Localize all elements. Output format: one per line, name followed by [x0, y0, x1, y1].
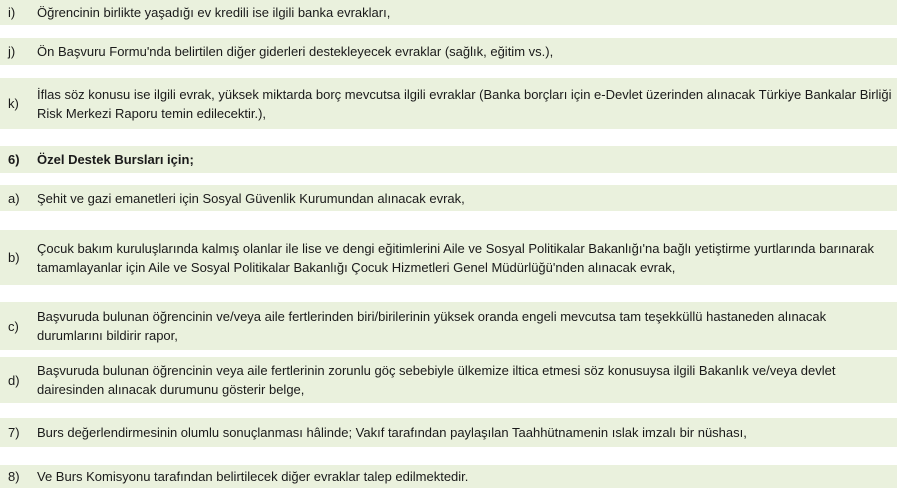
item-text: Başvuruda bulunan öğrencinin ve/veya aile fertlerinden biri/birilerinin yüksek oranda engeli mevcutsa tam teşekküllü hastaneden alınacak durumlarını bildirir rapor, — [37, 309, 827, 343]
item-text: Ön Başvuru Formu'nda belirtilen diğer giderleri destekleyecek evraklar (sağlık, eğitim vs.), — [37, 44, 554, 59]
list-item-d — [0, 357, 897, 403]
item-number: a) — [8, 190, 20, 206]
item-number: k) — [8, 96, 19, 111]
list-item-j — [0, 38, 897, 65]
item-number: 8) — [8, 469, 20, 484]
list-item-8 — [0, 465, 897, 488]
item-text: Ve Burs Komisyonu tarafından belirtilecek diğer evraklar talep edilmektedir. — [37, 469, 469, 484]
item-number: d) — [8, 372, 20, 388]
list-item-b — [0, 230, 897, 285]
list-item-c — [0, 302, 897, 350]
item-text: Şehit ve gazi emanetleri için Sosyal Güvenlik Kurumundan alınacak evrak, — [37, 190, 465, 206]
item-number: 7) — [8, 425, 20, 440]
item-text: Özel Destek Bursları için; — [37, 152, 194, 167]
list-item-a — [0, 185, 897, 211]
item-number: c) — [8, 318, 19, 334]
item-text: Çocuk bakım kuruluşlarında kalmış olanlar ile lise ve dengi eğitimlerini Aile ve Sosyal Politikalar Bakanlığı'na bağlı yetiştirme yurtlarında barınarak tamamlayanlar için Aile ve Sosyal Politikalar Bakanlığı Çocuk Hizmetleri Genel Müdürlüğü'nden alınacak evrak, — [37, 240, 875, 275]
item-text: Burs değerlendirmesinin olumlu sonuçlanması hâlinde; Vakıf tarafından paylaşılan Taahhütnamenin ıslak imzalı bir nüshası, — [37, 425, 747, 440]
item-text: İflas söz konusu ise ilgili evrak, yüksek miktarda borç mevcutsa ilgili evraklar (Banka borçları için e-Devlet üzerinden alınacak Türkiye Bankalar Birliği Risk Merkezi Raporu temin edilecektir.), — [37, 86, 892, 121]
list-item-k — [0, 78, 897, 129]
item-text: Öğrencinin birlikte yaşadığı ev kredili ise ilgili banka evrakları, — [37, 5, 391, 20]
item-number: j) — [8, 44, 16, 59]
item-number: 6) — [8, 152, 20, 167]
list-item-i — [0, 0, 897, 25]
item-text: Başvuruda bulunan öğrencinin veya aile fertlerinin zorunlu göç sebebiyle ülkemize iltica etmesi söz konusuysa ilgili Bakanlık ve/veya devlet dairesinden alınacak durumunu gösterir belge, — [37, 363, 836, 397]
list-item-7 — [0, 418, 897, 447]
section-heading-6 — [0, 146, 897, 173]
item-number: b) — [8, 250, 20, 265]
item-number: i) — [8, 5, 16, 20]
